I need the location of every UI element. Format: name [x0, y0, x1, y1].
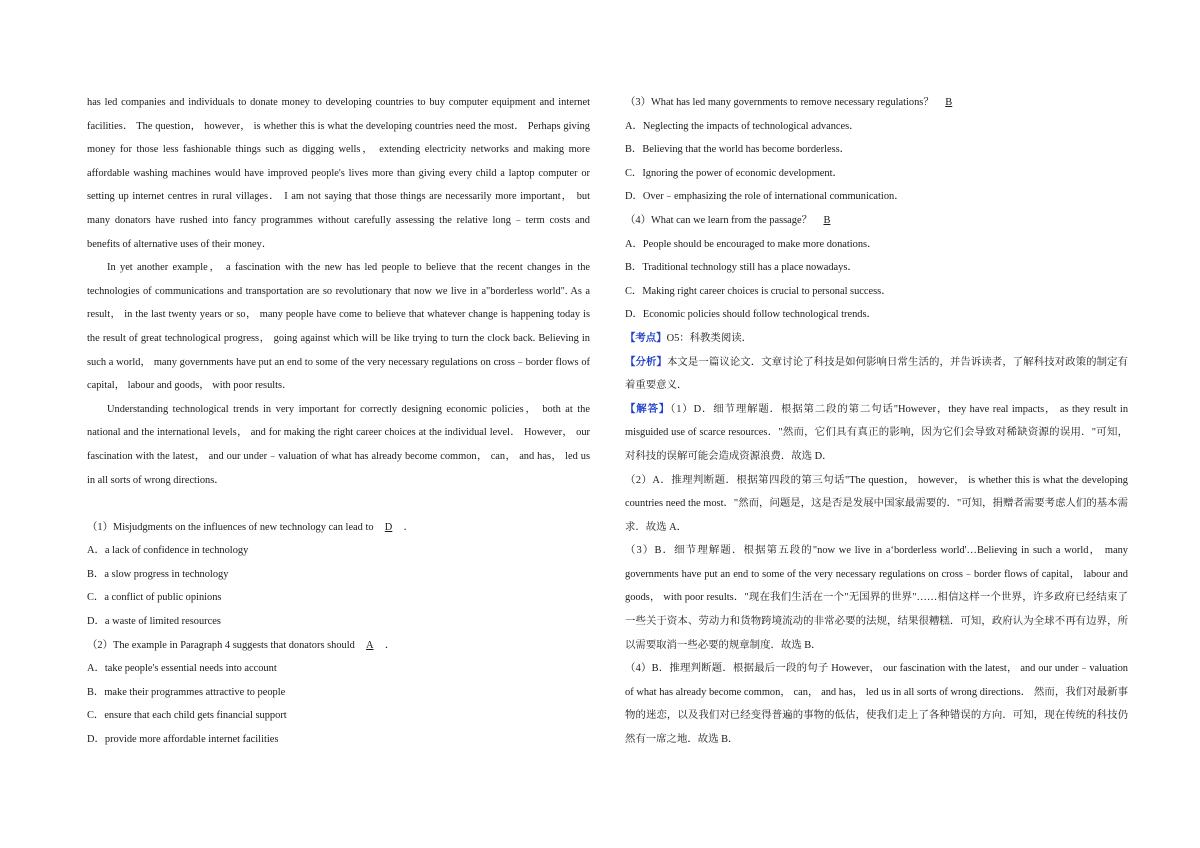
question-4-stem: （4）What can we learn from the passage？ B — [625, 209, 1128, 233]
passage-paragraph: In yet another example， a fascination with the new has led people to believe that the recent changes in the technologies of communications and transportation are so revolutionary that now we live in a"borderless world". As a result， in the last twenty years or so， many people have come to believe that whatever change is happening today is the result of great technological progress， going against which will be like trying to turn the clock back. Believing in such a world， many governments have put an end to some of the very necessary regulations on cross﹣border flows of capital， labour and goods， with poor results． — [87, 262, 590, 392]
option: C．ensure that each child gets financial support — [87, 710, 287, 722]
option: B．a slow progress in technology — [87, 568, 229, 580]
right-column — [625, 91, 1128, 752]
jieda-tag: 【解答】 — [625, 403, 671, 415]
jieda-section: 【解答】（1）D．细节理解题．根据第二段的第二句话"However，they have real impacts， as they result in misguided use of scarce resources．"然而，它们具有真正的影响，因为它们会导致对稀缺资源的误用．"可知，对科技的误解可能会造成资源浪费．故选 D． — [625, 403, 1129, 462]
option: B．Traditional technology still has a place nowadays． — [625, 262, 858, 274]
question-3-stem: （3）What has led many governments to remove necessary regulations？ B — [625, 91, 1128, 115]
explanation: （2）A．推理判断题．根据第四段的第三句话"The question， however， is whether this is what the developing countries need the most．"然而，问题是，这是否是发展中国家最需要的．"可知，捐赠者需要考虑人们的基本需求．故选 A． — [625, 474, 1128, 533]
option: C．Making right career choices is crucial to personal success． — [625, 285, 892, 297]
passage-paragraph: has led companies and individuals to donate money to developing countries to buy computer equipment and internet facilities． The question， however， is whether this is what the developing countries need the most． Perhaps giving money for those less fashionable things such as digging wells， extending electricity networks and making more affordable washing machines would have improved people's lives more than giving every child a laptop computer or setting up internet centres in rural villages． I am not saying that those things are necessarily more important， but many donators have rushed into fancy programmes without carefully assessing the relative long﹣term costs and benefits of alternative uses of their money． — [87, 97, 590, 250]
option: D．a waste of limited resources — [87, 616, 221, 628]
option: D．Economic policies should follow technological trends． — [625, 309, 877, 321]
kaodian-tag: 【考点】 — [625, 332, 667, 344]
option: A．take people's essential needs into account — [87, 663, 277, 675]
left-column — [87, 91, 590, 752]
fenxi-section: 【分析】本文是一篇议论文．文章讨论了科技是如何影响日常生活的，并告诉读者，了解科技对政策的制定有着重要意义． — [625, 356, 1129, 392]
answer-blank: B — [945, 97, 953, 108]
option: A．a lack of confidence in technology — [87, 545, 249, 557]
question-2-stem: （2）The example in Paragraph 4 suggests that donators should A ． — [87, 634, 590, 658]
answer-blank: B — [823, 214, 831, 226]
option: A．Neglecting the impacts of technological advances． — [625, 120, 860, 132]
fenxi-tag: 【分析】 — [625, 356, 667, 368]
option: C．a conflict of public opinions — [87, 592, 222, 604]
explanation: （4）B．推理判断题．根据最后一段的句子 However， our fascination with the latest， and our under﹣valuation of what has already become common， can， and has， led us in all sorts of wrong directions． 然而，我们对最新事物的迷恋，以及我们对已经变得普遍的事物的低估，使我们走上了各种错误的方向．可知，现在传统的科技仍然有一席之地．故选 B． — [625, 663, 1128, 746]
option: B．make their programmes attractive to people — [87, 686, 286, 698]
kaodian-section: 【考点】O5：科教类阅读． — [625, 332, 752, 344]
option: C．Ignoring the power of economic development． — [625, 167, 843, 179]
answer-blank: A — [366, 639, 374, 651]
answer-blank: D — [384, 521, 393, 533]
question-1-stem: （1）Misjudgments on the influences of new technology can lead to D ． — [87, 516, 590, 540]
option: D．provide more affordable internet facilities — [87, 734, 279, 746]
option: A．People should be encouraged to make more donations． — [625, 238, 878, 250]
option: D．Over﹣emphasizing the role of international communication． — [625, 191, 905, 203]
option: B．Believing that the world has become borderless． — [625, 144, 851, 156]
explanation: （3）B．细节理解题．根据第五段的"now we live in a‘borderless world'…Believing in such a world， many governments have put an end to some of the very necessary regulations on cross﹣border flows of capital， labour and goods， with poor results．"现在我们生活在一个"无国界的世界"……相信这样一个世界，许多政府已经结束了一些关于资本、劳动力和货物跨境流动的非常必要的法规，结果很糟糕．可知，政府认为全球不再有边界，所以需要取消一些必要的规章制度．故选 B． — [625, 545, 1128, 651]
passage-paragraph: Understanding technological trends in very important for correctly designing economic policies， both at the national and the international levels， and for making the right career choices at the individual level． However， our fascination with the latest， and our under﹣valuation of what has already become common， can， and has， led us in all sorts of wrong directions． — [87, 403, 590, 486]
